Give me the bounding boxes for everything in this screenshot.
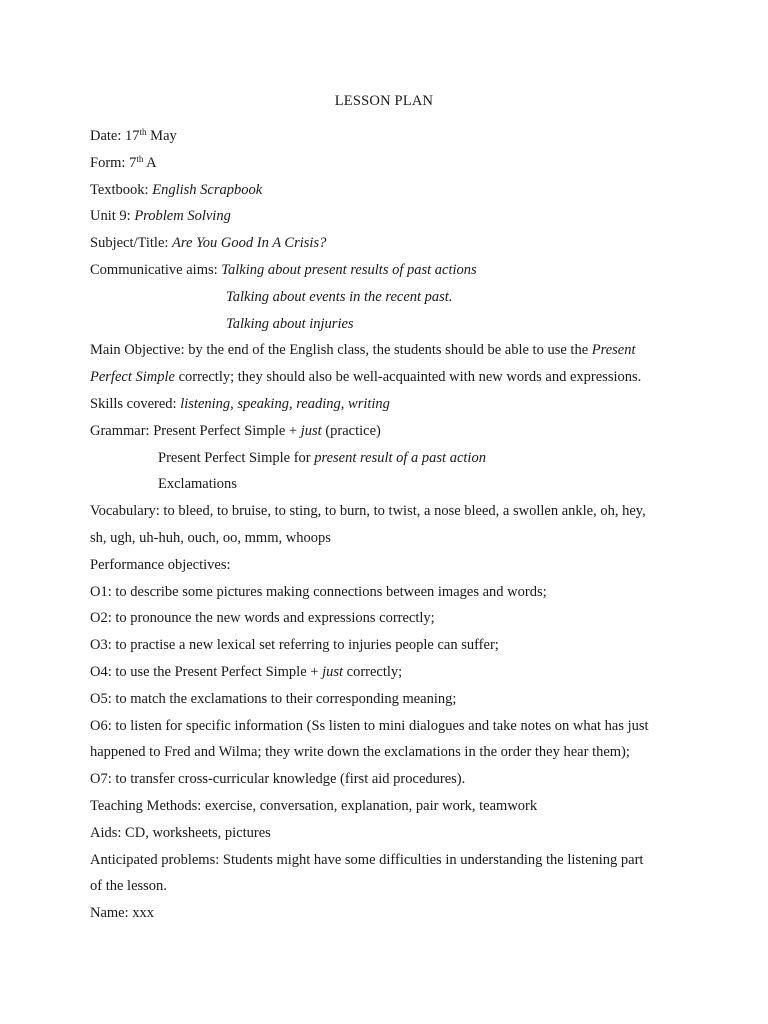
anticipated-problems-line-2: of the lesson. xyxy=(90,878,167,895)
document-body xyxy=(90,123,690,927)
objective-o4: O4: to use the Present Perfect Simple + just correctly; xyxy=(90,663,403,680)
subject-line: Subject/Title: Are You Good In A Crisis? xyxy=(90,235,327,252)
teaching-methods-line: Teaching Methods: exercise, conversation, explanation, pair work, teamwork xyxy=(90,797,538,814)
objective-o1: O1: to describe some pictures making connections between images and words; xyxy=(90,583,547,600)
anticipated-problems-line-1: Anticipated problems: Students might have some difficulties in understanding the listening part xyxy=(90,851,644,868)
page-title: LESSON PLAN xyxy=(334,93,434,109)
vocabulary-line-1: Vocabulary: to bleed, to bruise, to sting, to burn, to twist, a nose bleed, a swollen ankle, oh, hey, xyxy=(90,503,646,520)
objective-o3: O3: to practise a new lexical set referring to injuries people can suffer; xyxy=(90,637,499,654)
objective-o6-line-2: happened to Fred and Wilma; they write down the exclamations in the order they hear them); xyxy=(90,744,630,761)
main-objective-line-1: Main Objective: by the end of the English class, the students should be able to use the Present xyxy=(90,342,636,359)
main-objective-line-2: Perfect Simple correctly; they should also be well-acquainted with new words and expressions. xyxy=(90,369,642,386)
grammar-line-2: Present Perfect Simple for present result of a past action xyxy=(158,449,486,466)
vocabulary-line-2: sh, ugh, uh-huh, ouch, oo, mmm, whoops xyxy=(90,529,331,546)
date-line: Date: 17th May xyxy=(90,127,177,144)
unit-line: Unit 9: Problem Solving xyxy=(90,208,231,225)
grammar-line-1: Grammar: Present Perfect Simple + just (practice) xyxy=(90,422,381,439)
objective-o5: O5: to match the exclamations to their corresponding meaning; xyxy=(90,690,457,707)
objective-o7: O7: to transfer cross-curricular knowledge (first aid procedures). xyxy=(90,771,466,788)
name-line: Name: xxx xyxy=(90,905,155,922)
aims-line-1: Communicative aims: Talking about present results of past actions xyxy=(90,261,477,278)
textbook-line: Textbook: English Scrapbook xyxy=(90,181,263,198)
grammar-line-3: Exclamations xyxy=(158,476,237,493)
objective-o6-line-1: O6: to listen for specific information (Ss listen to mini dialogues and take notes on what has just xyxy=(90,717,649,734)
aims-line-2: Talking about events in the recent past. xyxy=(226,288,453,305)
aims-line-3: Talking about injuries xyxy=(226,315,354,332)
form-line: Form: 7th A xyxy=(90,153,157,171)
performance-objectives-label: Performance objectives: xyxy=(90,556,231,573)
skills-line: Skills covered: listening, speaking, reading, writing xyxy=(90,395,390,412)
objective-o2: O2: to pronounce the new words and expressions correctly; xyxy=(90,610,435,627)
aids-line: Aids: CD, worksheets, pictures xyxy=(90,824,271,841)
